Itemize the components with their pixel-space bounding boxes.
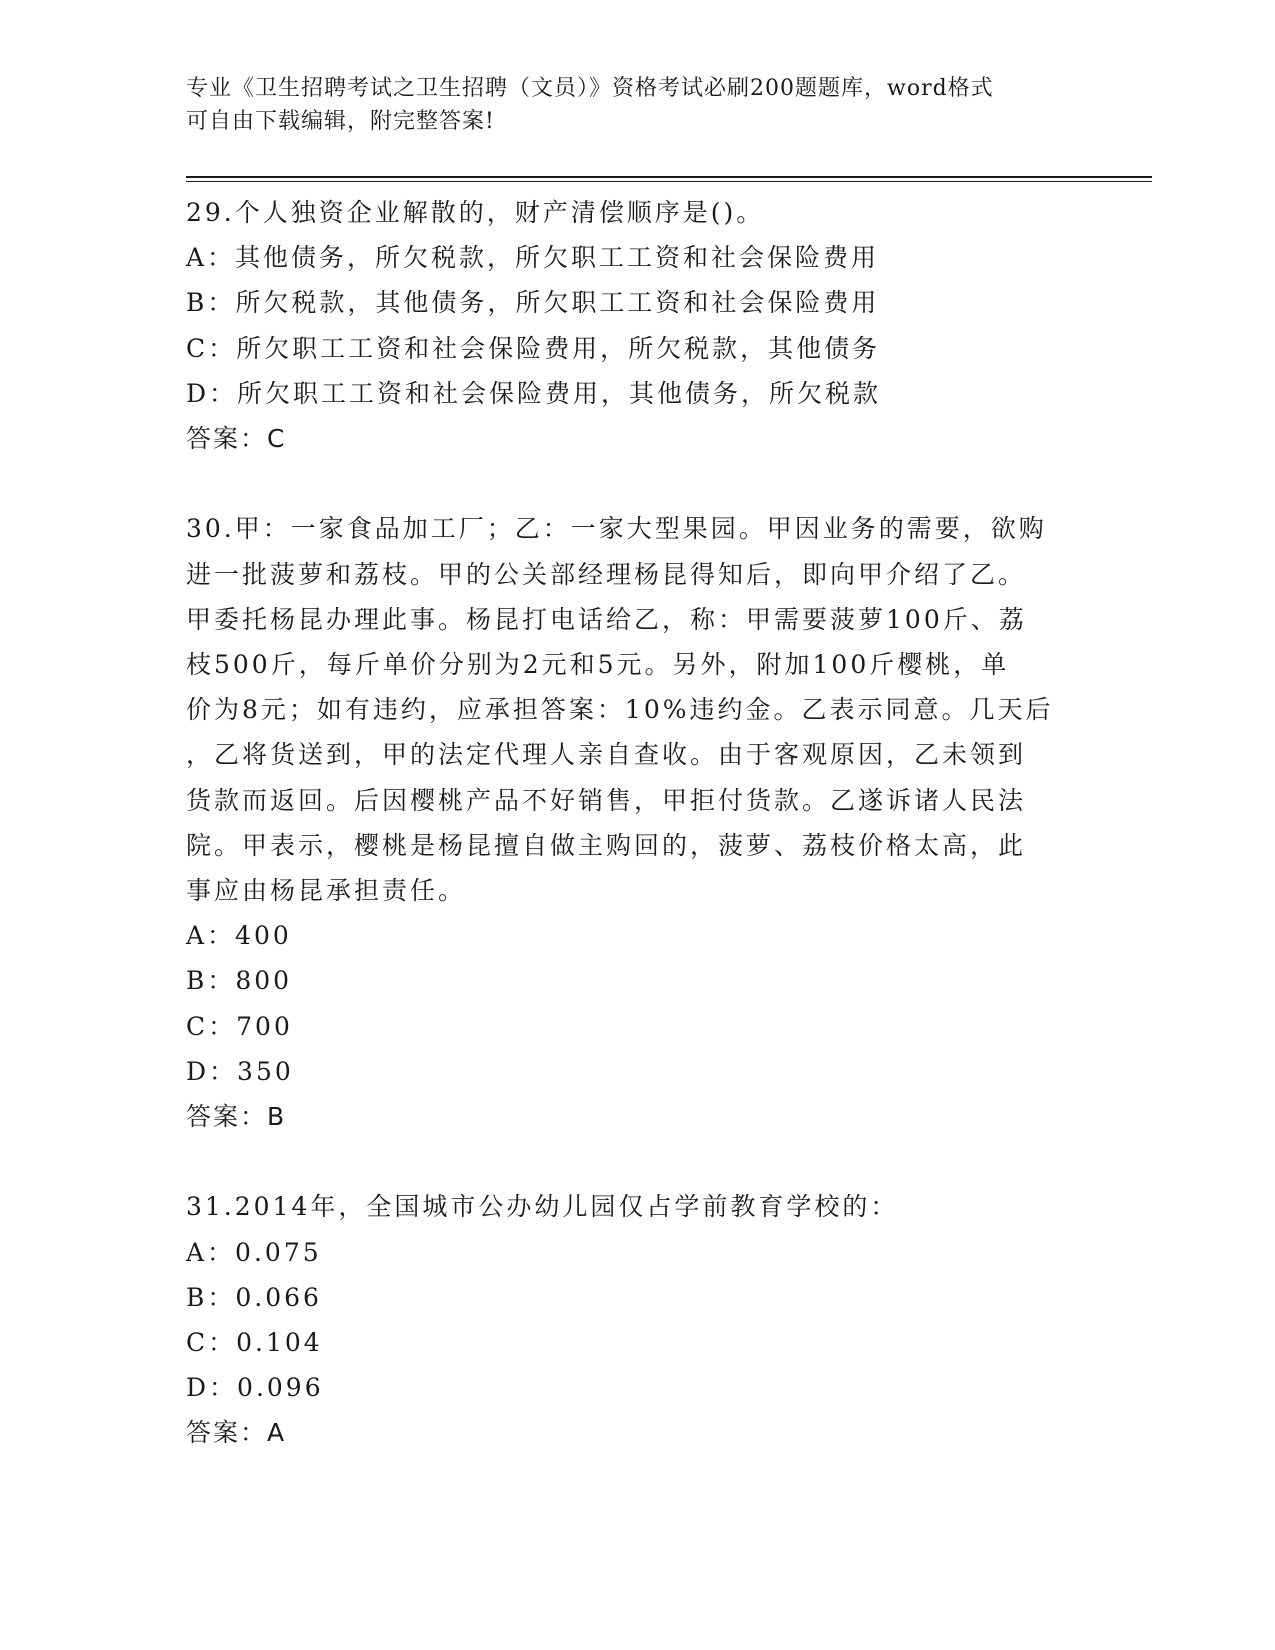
option-d: D：0.096 xyxy=(186,1373,324,1403)
question-stem-line: 30.甲：一家食品加工厂；乙：一家大型果园。甲因业务的需要，欲购 xyxy=(186,514,1047,544)
document-header xyxy=(186,72,1066,138)
answer-label: 答案：A xyxy=(186,1418,287,1448)
option-b: B：0.066 xyxy=(186,1282,322,1312)
option-b: B：所欠税款，其他债务，所欠职工工资和社会保险费用 xyxy=(186,288,880,318)
question-30 xyxy=(186,506,1066,1139)
option-c: C：700 xyxy=(186,1011,293,1041)
question-spacer xyxy=(186,461,1066,506)
option-a: A：0.075 xyxy=(186,1237,322,1267)
question-stem-line: 事应由杨昆承担责任。 xyxy=(186,876,467,906)
option-a: A：400 xyxy=(186,921,292,951)
question-spacer xyxy=(186,1139,1066,1184)
option-b: B：800 xyxy=(186,966,293,996)
answer-label: 答案：C xyxy=(186,424,287,454)
question-stem-line: 甲委托杨昆办理此事。杨昆打电话给乙，称：甲需要菠萝100斤、荔 xyxy=(186,604,1027,634)
question-stem-line: 院。甲表示，樱桃是杨昆擅自做主购回的，菠萝、荔枝价格太高，此 xyxy=(186,830,1027,860)
option-c: C：所欠职工工资和社会保险费用，所欠税款，其他债务 xyxy=(186,333,881,363)
question-31 xyxy=(186,1184,1066,1455)
header-divider-thick xyxy=(186,176,1152,178)
question-stem-line: 进一批菠萝和荔枝。甲的公关部经理杨昆得知后，即向甲介绍了乙。 xyxy=(186,559,1027,589)
question-list xyxy=(186,190,1066,1456)
question-stem-line: 价为8元；如有违约，应承担答案：10%违约金。乙表示同意。几天后 xyxy=(186,695,1054,725)
question-stem-line: 货款而返回。后因樱桃产品不好销售，甲拒付货款。乙遂诉诸人民法 xyxy=(186,785,1027,815)
question-stem-line: 31.2014年，全国城市公办幼儿园仅占学前教育学校的： xyxy=(186,1192,899,1222)
header-line-1: 专业《卫生招聘考试之卫生招聘（文员）》资格考试必刷200题题库，word格式 xyxy=(186,76,994,101)
header-line-2: 可自由下载编辑，附完整答案! xyxy=(186,109,495,134)
question-stem-line: ，乙将货送到，甲的法定代理人亲自查收。由于客观原因，乙未领到 xyxy=(186,740,1027,770)
header-divider-thin xyxy=(186,181,1152,182)
question-29 xyxy=(186,190,1066,461)
option-d: D：350 xyxy=(186,1056,294,1086)
answer-label: 答案：B xyxy=(186,1102,287,1132)
option-d: D：所欠职工工资和社会保险费用，其他债务，所欠税款 xyxy=(186,378,882,408)
option-a: A：其他债务，所欠税款，所欠职工工资和社会保险费用 xyxy=(186,243,880,273)
option-c: C：0.104 xyxy=(186,1328,323,1358)
question-stem-line: 29.个人独资企业解散的，财产清偿顺序是()。 xyxy=(186,198,765,227)
question-stem-line: 枝500斤，每斤单价分别为2元和5元。另外，附加100斤樱桃，单 xyxy=(186,650,1010,680)
